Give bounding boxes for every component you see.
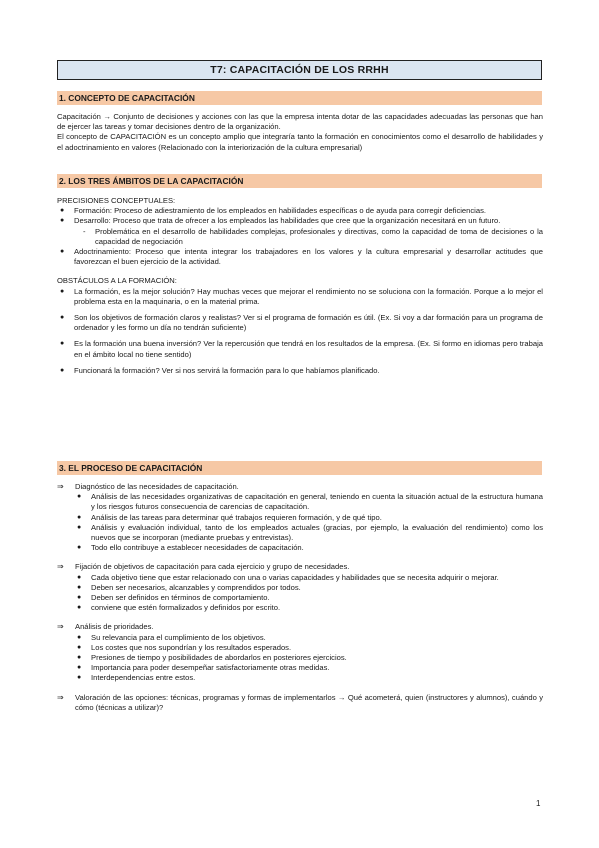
arrow-right-icon: ⇒	[57, 692, 64, 702]
bullet-icon: ●	[77, 493, 82, 501]
section-body-concepto	[57, 112, 543, 153]
section-body-ambitos	[57, 196, 543, 376]
list-item: ● Cada objetivo tiene que estar relacionado con una o varias capacidades y habilidades que se necesita adquirir o mejorar.	[77, 572, 499, 582]
bullet-icon: ●	[77, 513, 82, 521]
bullet-icon: ●	[77, 573, 82, 581]
bullet-icon: ●	[77, 643, 82, 651]
list-item: ● Interdependencias entre estos.	[77, 673, 196, 683]
page-number: 1	[536, 799, 541, 808]
list-item-obstaculo-3: ● Es la formación una buena inversión? Ver la repercusión que tendrá en los resultados de la empresa. (Ex. Si formo en idiomas pero trabaja en el ámbito local no tiene sentido)	[60, 339, 543, 359]
bullet-icon: ●	[77, 523, 82, 531]
arrow-right-icon: ⇒	[57, 482, 64, 491]
list-item-obstaculo-1: ● La formación, es la mejor solución? Hay muchas veces que mejorar el rendimiento no se soluciona con la formación. Porque a lo mejor el problema esta en la maquinaria, o en la material prima.	[60, 286, 543, 306]
bullet-icon: ●	[77, 604, 82, 612]
list-item: ● Su relevancia para el cumplimiento de los objetivos.	[77, 632, 266, 642]
obstaculos-heading: OBSTÁCULOS A LA FORMACIÓN:	[57, 276, 177, 286]
arrow-right-icon: ⇒	[57, 622, 64, 632]
list-item: ● Análisis y evaluación individual, tanto de los empleados actuales (gracias, por ejemplo, la evaluación del rendimiento) como los nuevos que se incorporan (mediante pruebas y entrevistas).	[77, 522, 543, 543]
list-item: ● conviene que estén formalizados y definidos por escrito.	[77, 603, 281, 613]
step-fijacion-objetivos: ⇒ Fijación de objetivos de capacitación para cada ejercicio y grupo de necesidades.	[57, 562, 350, 572]
bullet-icon: ●	[77, 544, 82, 552]
list-item: ● Deben ser necesarios, alcanzables y comprendidos por todos.	[77, 582, 301, 592]
list-item: ● Análisis de las necesidades organizativas de capacitación en general, teniendo en cuenta la situación actual de la estructura humana y los riesgos futuros consecuencia de carencias de capacitación.	[77, 492, 543, 512]
section-heading-concepto: 1. CONCEPTO DE CAPACITACIÓN	[57, 91, 542, 105]
bullet-icon: ●	[77, 594, 82, 602]
bullet-icon: ●	[77, 664, 82, 672]
list-item-adoctrinamiento: ● Adoctrinamiento: Proceso que intenta integrar los trabajadores en los valores y la cultura empresarial y desarrollar actitudes que favorezcan el buen ejercicio de la actividad.	[60, 247, 543, 267]
bullet-icon: ●	[60, 287, 65, 295]
list-item: ● Análisis de las tareas para determinar qué trabajos requieren formación, y de qué tipo.	[77, 512, 382, 522]
bullet-icon: ●	[77, 583, 82, 591]
concept-definition: Capacitación → Conjunto de decisiones y acciones con las que la empresa intenta dotar de las capacidades adecuadas las personas que han de ejercer las tareas y tomar decisiones dentro de la organización.	[57, 112, 543, 132]
list-item: ● Importancia para poder desempeñar satisfactoriamente otras medidas.	[77, 663, 330, 673]
section-heading-proceso: 3. EL PROCESO DE CAPACITACIÓN	[57, 461, 542, 475]
list-item-formacion: ● Formación: Proceso de adiestramiento de los empleados en habilidades específicas o de ayuda para corregir deficiencias.	[60, 206, 486, 216]
list-item-obstaculo-2: ● Son los objetivos de formación claros y realistas? Ver si el programa de formación es útil. (Ex. Si voy a dar formación para un programa de ordenador y les formo un día no tendrán suficiente)	[60, 313, 543, 333]
list-item: ● Deben ser definidos en términos de comportamiento.	[77, 593, 270, 603]
bullet-icon: ●	[60, 314, 65, 322]
list-item-desarrollo: ● Desarrollo: Proceso que trata de ofrecer a los empleados las habilidades que cree que la organización necesitará en un futuro.	[60, 216, 501, 226]
bullet-icon: ●	[60, 207, 65, 215]
bullet-icon: ●	[60, 217, 65, 225]
precisiones-heading: PRECISIONES CONCEPTUALES:	[57, 196, 176, 205]
list-item: ● Presiones de tiempo y posibilidades de abordarlos en posteriores ejercicios.	[77, 653, 347, 663]
list-item-obstaculo-4: ● Funcionará la formación? Ver si nos servirá la formación para lo que habíamos planificado.	[60, 365, 380, 375]
bullet-icon: ●	[77, 674, 82, 682]
section-heading-ambitos: 2. LOS TRES ÁMBITOS DE LA CAPACITACIÓN	[57, 174, 542, 188]
bullet-icon: ●	[77, 654, 82, 662]
sub-item-desarrollo: - Problemática en el desarrollo de habilidades complejas, profesionales y directivas, como la capacidad de toma de decisiones o la capacidad de negociación	[83, 226, 543, 246]
bullet-icon: ●	[60, 366, 65, 374]
document-title: T7: CAPACITACIÓN DE LOS RRHH	[57, 60, 542, 80]
step-valoracion-opciones: ⇒ Valoración de las opciones: técnicas, programas y formas de implementarlos → Qué acometerá, quien (instructores y alumnos), cuándo y cómo (técnicas a utilizar)?	[57, 692, 543, 712]
concept-explanation: El concepto de CAPACITACIÓN es un concepto amplio que integraría tanto la formación en conocimientos como el desarrollo de habilidades y el adoctrinamiento en valores (Relacionado con la interiorización de la cultura empresarial)	[57, 132, 543, 152]
step-diagnostico: ⇒ Diagnóstico de las necesidades de capacitación.	[57, 482, 239, 491]
dash-icon: -	[83, 226, 86, 236]
bullet-icon: ●	[60, 248, 65, 256]
list-item: ● Los costes que nos supondrían y los resultados esperados.	[77, 642, 292, 652]
arrow-right-icon: ⇒	[57, 562, 64, 572]
list-item: ● Todo ello contribuye a establecer necesidades de capacitación.	[77, 543, 304, 553]
bullet-icon: ●	[60, 340, 65, 348]
bullet-icon: ●	[77, 633, 82, 641]
step-analisis-prioridades: ⇒ Análisis de prioridades.	[57, 622, 154, 632]
section-body-proceso	[57, 482, 543, 713]
